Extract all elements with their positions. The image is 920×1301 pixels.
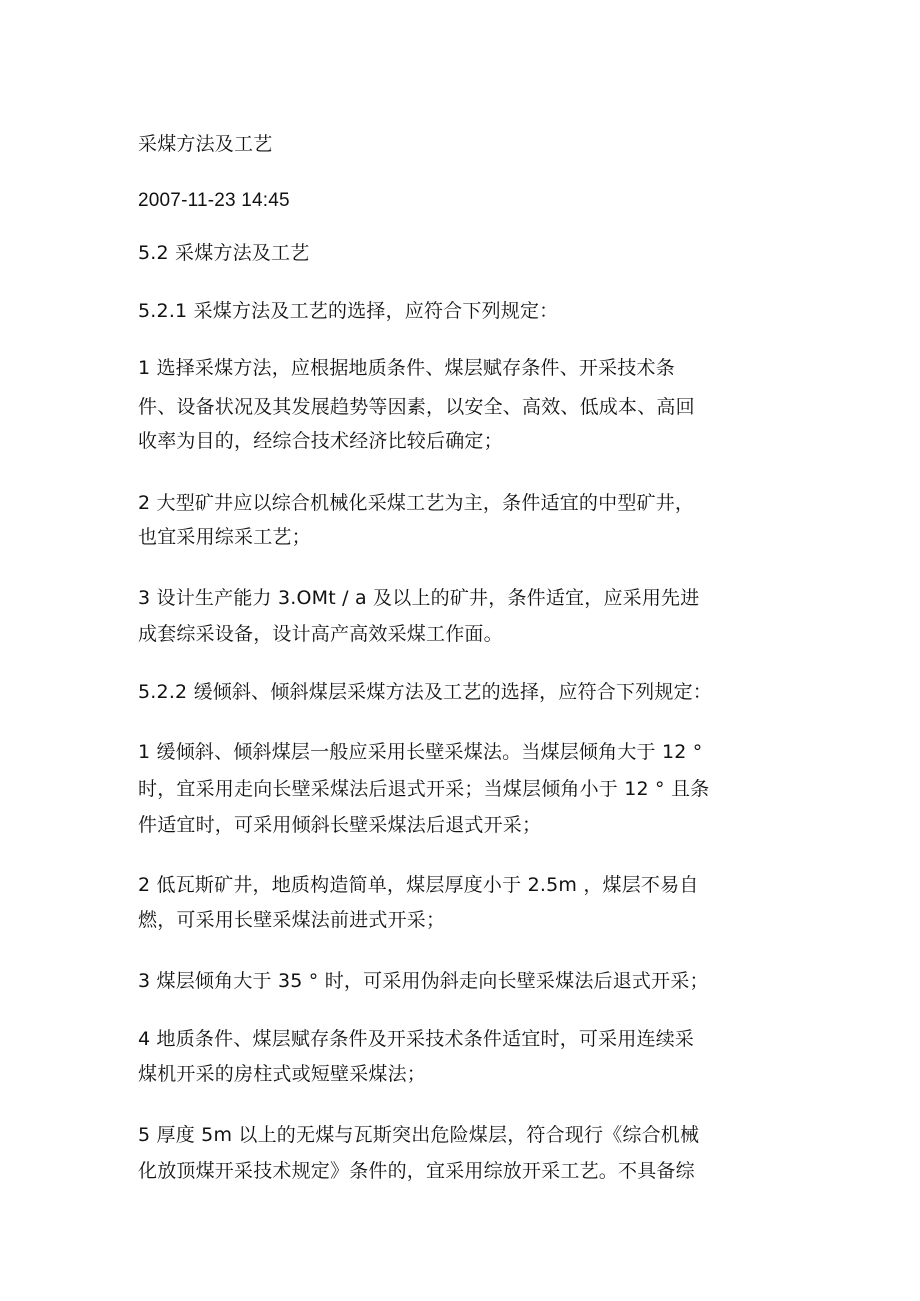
clause-heading: 5.2.2 缓倾斜、倾斜煤层采煤方法及工艺的选择，应符合下列规定： bbox=[138, 681, 712, 703]
paragraph-line: 时，宜采用走向长壁采煤法后退式开采；当煤层倾角小于 12 ° 且条 bbox=[138, 778, 710, 800]
document-title: 采煤方法及工艺 bbox=[138, 133, 273, 155]
paragraph-line: 5 厚度 5m 以上的无煤与瓦斯突出危险煤层，符合现行《综合机械 bbox=[138, 1124, 700, 1146]
paragraph-line: 也宜采用综采工艺； bbox=[138, 526, 311, 548]
paragraph-line: 1 缓倾斜、倾斜煤层一般应采用长壁采煤法。当煤层倾角大于 12 ° bbox=[138, 741, 703, 763]
paragraph-line: 煤机开采的房柱式或短壁采煤法； bbox=[138, 1063, 427, 1085]
paragraph-line: 2 大型矿井应以综合机械化采煤工艺为主，条件适宜的中型矿井， bbox=[138, 492, 695, 514]
paragraph-line: 3 设计生产能力 3.OMt / a 及以上的矿井，条件适宜，应采用先进 bbox=[138, 587, 700, 609]
paragraph-line: 件、设备状况及其发展趋势等因素，以安全、高效、低成本、高回 bbox=[138, 396, 695, 418]
paragraph-line: 件适宜时，可采用倾斜长壁采煤法后退式开采； bbox=[138, 814, 542, 836]
paragraph-line: 4 地质条件、煤层赋存条件及开采技术条件适宜时，可采用连续采 bbox=[138, 1028, 695, 1050]
paragraph-line: 收率为目的，经综合技术经济比较后确定； bbox=[138, 430, 503, 452]
clause-heading: 5.2.1 采煤方法及工艺的选择，应符合下列规定： bbox=[138, 300, 559, 322]
paragraph-line: 成套综采设备，设计高产高效采煤工作面。 bbox=[138, 623, 503, 645]
document-timestamp: 2007-11-23 14:45 bbox=[138, 190, 290, 211]
paragraph-line: 1 选择采煤方法，应根据地质条件、煤层赋存条件、开采技术条 bbox=[138, 357, 675, 379]
paragraph-line: 燃，可采用长壁采煤法前进式开采； bbox=[138, 909, 446, 931]
section-heading: 5.2 采煤方法及工艺 bbox=[138, 242, 310, 264]
paragraph-line: 3 煤层倾角大于 35 ° 时，可采用伪斜走向长壁采煤法后退式开采； bbox=[138, 970, 709, 992]
paragraph-line: 2 低瓦斯矿井，地质构造简单，煤层厚度小于 2.5m ，煤层不易自 bbox=[138, 874, 699, 896]
paragraph-line: 化放顶煤开采技术规定》条件的，宜采用综放开采工艺。不具备综 bbox=[138, 1160, 695, 1182]
